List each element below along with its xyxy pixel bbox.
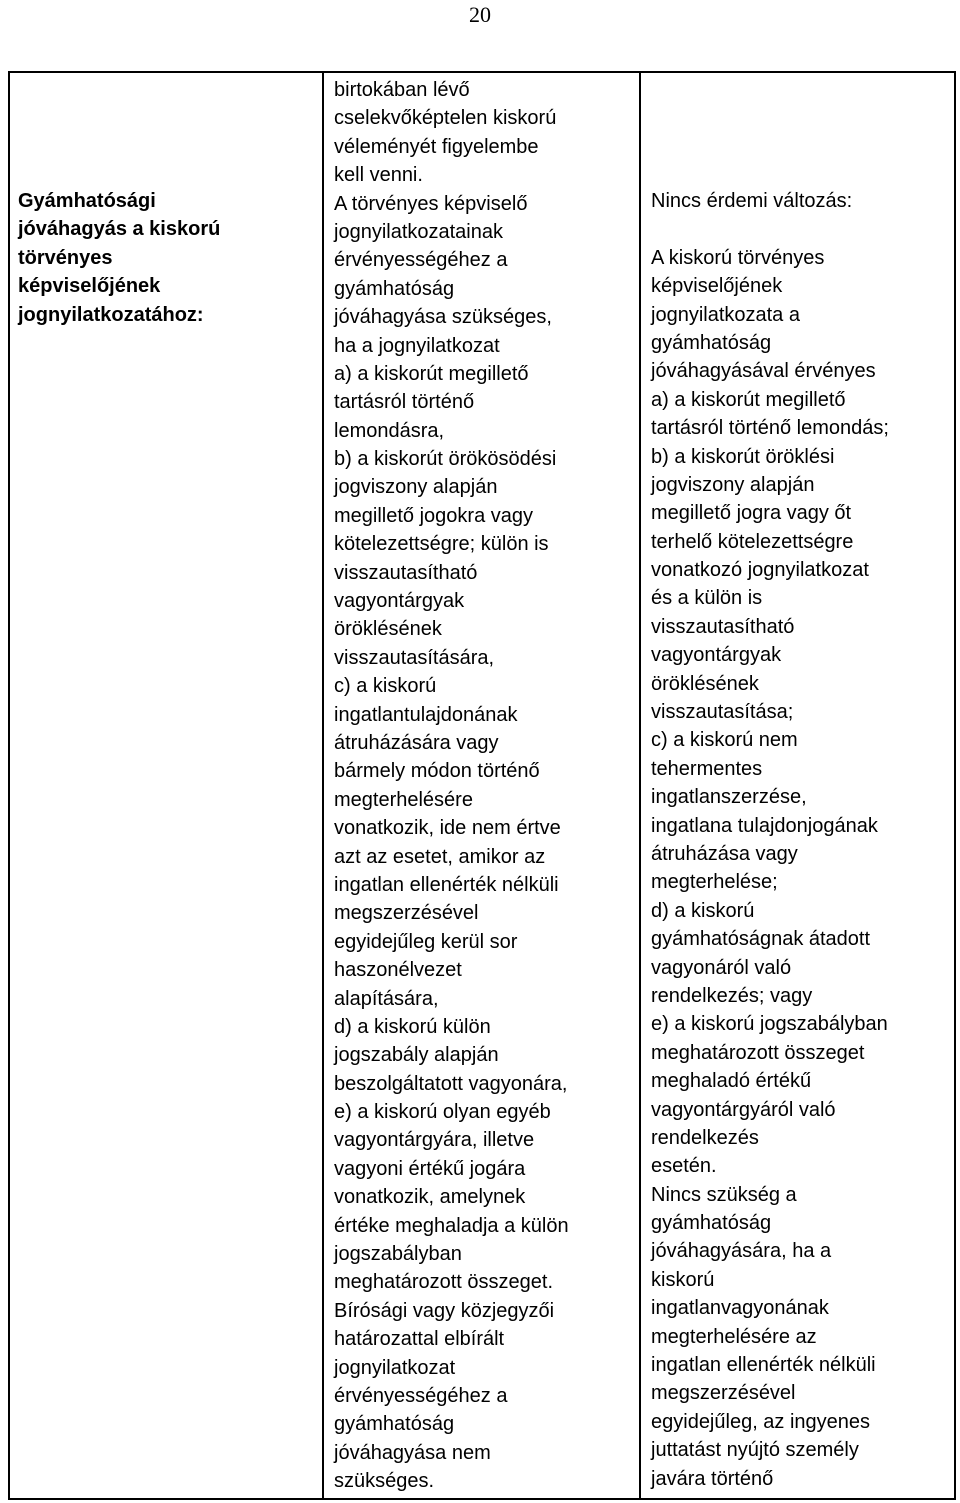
old-text-line: határozattal elbírált xyxy=(334,1328,505,1351)
old-text-line: ingatlantulajdonának xyxy=(334,703,518,726)
new-text-line: képviselőjének xyxy=(651,275,783,298)
new-text-line: ingatlan ellenérték nélküli xyxy=(651,1354,876,1377)
old-text-line: véleményét figyelembe xyxy=(334,135,539,158)
new-text-body xyxy=(651,244,889,1493)
new-text-line: ingatlana tulajdonjogának xyxy=(651,814,878,837)
old-text-line: beszolgáltatott vagyonára, xyxy=(334,1072,568,1095)
old-text-line: jogszabályban xyxy=(334,1243,462,1266)
old-text-line: vonatkozik, amelynek xyxy=(334,1186,526,1209)
row-heading-cell xyxy=(18,187,220,329)
new-text-line: e) a kiskorú jogszabályban xyxy=(651,1013,888,1036)
new-text-line: d) a kiskorú xyxy=(651,899,755,922)
new-text-line: A kiskorú törvényes xyxy=(651,246,825,269)
new-text-line: visszautasítása; xyxy=(651,701,794,724)
old-text-line: szükséges. xyxy=(334,1470,435,1493)
page-number: 20 xyxy=(469,2,491,27)
old-text-line: visszautasítható xyxy=(334,561,478,584)
new-text-line: kiskorú xyxy=(651,1268,715,1291)
old-text-line: c) a kiskorú xyxy=(334,675,437,698)
old-text-line: birtokában lévő xyxy=(334,79,470,101)
new-text-line: átruházása vagy xyxy=(651,842,798,865)
new-text-line: ingatlanvagyonának xyxy=(651,1297,829,1320)
paragraph-gap xyxy=(651,215,889,243)
old-text-line: cselekvőképtelen kiskorú xyxy=(334,107,557,130)
old-text-line: A törvényes képviselő xyxy=(334,192,528,215)
old-text-line: jognyilatkozatainak xyxy=(334,220,503,243)
new-text-line: gyámhatóság xyxy=(651,331,772,354)
new-text-line: egyidejűleg, az ingyenes xyxy=(651,1410,871,1433)
old-text-line: meghatározott összeget. xyxy=(334,1271,554,1294)
row-heading-line: képviselőjének xyxy=(18,275,161,298)
new-text-intro: Nincs érdemi változás: xyxy=(651,190,853,212)
old-text-line: visszautasítására, xyxy=(334,646,495,669)
old-text-line: vagyontárgyára, illetve xyxy=(334,1129,535,1152)
new-text-line: tehermentes xyxy=(651,757,763,780)
old-text-line: érvényességéhez a xyxy=(334,1384,508,1407)
column-divider xyxy=(639,73,641,1498)
old-text-line: e) a kiskorú olyan egyéb xyxy=(334,1101,551,1124)
row-heading-line: Gyámhatósági xyxy=(18,190,156,212)
new-text-line: a) a kiskorút megillető xyxy=(651,388,846,411)
old-text-line: bármely módon történő xyxy=(334,760,540,783)
new-text-line: gyámhatóságnak átadott xyxy=(651,928,871,951)
row-heading-line: törvényes xyxy=(18,246,113,269)
old-text-line: azt az esetet, amikor az xyxy=(334,845,546,868)
old-text-line: vonatkozik, ide nem értve xyxy=(334,817,561,840)
new-text-line: b) a kiskorút öröklési xyxy=(651,445,835,468)
new-text-line: c) a kiskorú nem xyxy=(651,729,798,752)
old-text-line: gyámhatóság xyxy=(334,277,455,300)
row-heading-line: jognyilatkozatához: xyxy=(18,303,204,326)
old-text-line: egyidejűleg kerül sor xyxy=(334,930,518,953)
new-text-line: rendelkezés xyxy=(651,1126,759,1149)
old-text-line: jogszabály alapján xyxy=(334,1044,499,1067)
new-text-line: ingatlanszerzése, xyxy=(651,786,807,809)
old-text-line: jogviszony alapján xyxy=(334,476,498,499)
old-text-line: ha a jognyilatkozat xyxy=(334,334,500,357)
old-text-line: gyámhatóság xyxy=(334,1413,455,1436)
old-text-line: öröklésének xyxy=(334,618,442,641)
old-text-cell xyxy=(334,76,569,1496)
old-text-line: kötelezettségre; külön is xyxy=(334,533,549,556)
old-text-line: átruházására vagy xyxy=(334,731,499,754)
old-text-line: megterhelésére xyxy=(334,788,473,811)
new-text-line: vagyonáról való xyxy=(651,956,792,979)
old-text-line: haszonélvezet xyxy=(334,959,462,982)
new-text-line: visszautasítható xyxy=(651,615,795,638)
column-divider xyxy=(322,73,324,1498)
new-text-line: juttatást nyújtó személy xyxy=(651,1439,859,1462)
new-text-line: rendelkezés; vagy xyxy=(651,984,813,1007)
old-text-line: a) a kiskorút megillető xyxy=(334,362,529,385)
old-text-line: megillető jogokra vagy xyxy=(334,504,533,527)
old-text-line: jóváhagyása szükséges, xyxy=(334,306,552,329)
old-text-line: alapítására, xyxy=(334,987,439,1010)
old-text-line: Bírósági vagy közjegyzői xyxy=(334,1299,555,1322)
comparison-table xyxy=(8,71,956,1500)
new-text-line: meghatározott összeget xyxy=(651,1041,865,1064)
old-text-line: ingatlan ellenérték nélküli xyxy=(334,873,559,896)
new-text-line: Nincs szükség a xyxy=(651,1183,797,1206)
new-text-line: tartásról történő lemondás; xyxy=(651,417,889,440)
new-text-line: jognyilatkozata a xyxy=(651,303,800,326)
new-text-line: öröklésének xyxy=(651,672,759,695)
new-text-line: vagyontárgyáról való xyxy=(651,1098,836,1121)
new-text-line: meghaladó értékű xyxy=(651,1070,812,1093)
new-text-line: terhelő kötelezettségre xyxy=(651,530,854,553)
old-text-line: értéke meghaladja a külön xyxy=(334,1214,569,1237)
old-text-line: kell venni. xyxy=(334,164,423,187)
new-text-line: vonatkozó jognyilatkozat xyxy=(651,559,869,582)
new-text-line: megszerzésével xyxy=(651,1382,796,1405)
old-text-line: vagyoni értékű jogára xyxy=(334,1157,526,1180)
old-text-line: jóváhagyása nem xyxy=(334,1441,491,1464)
new-text-line: jóváhagyására, ha a xyxy=(651,1240,832,1263)
old-text-line: d) a kiskorú külön xyxy=(334,1015,491,1038)
old-text-line: vagyontárgyak xyxy=(334,590,465,613)
old-text-line: érvényességéhez a xyxy=(334,249,508,272)
new-text-line: megterhelésére az xyxy=(651,1325,817,1348)
new-text-line: esetén. xyxy=(651,1155,717,1178)
new-text-line: gyámhatóság xyxy=(651,1212,772,1235)
new-text-line: megterhelése; xyxy=(651,871,778,894)
new-text-line: megillető jogra vagy őt xyxy=(651,502,852,525)
new-text-line: vagyontárgyak xyxy=(651,644,782,667)
old-text-line: b) a kiskorút örökösödési xyxy=(334,448,557,471)
new-text-line: jóváhagyásával érvényes xyxy=(651,360,876,383)
old-text-line: megszerzésével xyxy=(334,902,479,925)
new-text-line: jogviszony alapján xyxy=(651,473,815,496)
old-text-line: jognyilatkozat xyxy=(334,1356,456,1379)
new-text-line: és a külön is xyxy=(651,587,763,610)
new-text-line: javára történő xyxy=(651,1467,774,1490)
row-heading-line: jóváhagyás a kiskorú xyxy=(18,218,221,241)
old-text-line: lemondásra, xyxy=(334,419,445,442)
old-text-line: tartásról történő xyxy=(334,391,475,414)
new-text-cell xyxy=(651,187,889,1493)
